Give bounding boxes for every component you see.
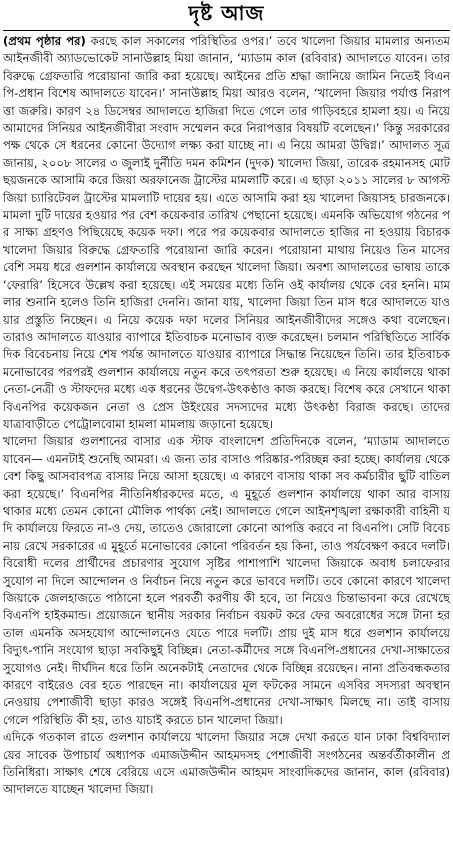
section-header [3,0,450,31]
continued-label: (প্রথম পৃষ্ঠার পর) [3,34,86,48]
article-body [3,31,450,799]
article-paragraph [3,33,450,433]
paragraph-text: এদিকে গতকাল রাতে গুলশান কার্যালয়ে খালেদা জিয়ার সঙ্গে দেখা করতে যান ঢাকা বিশ্ববিদ্যালয়ের সাবেক উপাচার্য অধ্যাপক এমাজউদ্দীন আহমদসহ পেশাজীবী সংগঠনের অন্তর্বর্তীকালীন প্রতিনিধিরা। সাক্ষাৎ শেষে বেরিয়ে এসে এমাজউদ্দীন আহমদ সাংবাদিকদের জানান, কাল (রবিবার) আদালতে যাচ্ছেন খালেদা জিয়া। [3,730,450,797]
paragraph-text: করছে কাল সকালের পরিস্থিতির ওপর।’ তবে খালেদা জিয়ার মামলার অন্যতম আইনজীবী অ্যাডভোকেট সানাউল্লাহ মিয়া জানান, ‘ম্যাডাম কাল (রবিবার) আদালতে যাবেন। তার বিরুদ্ধে গ্রেফতারি পরোয়ানা জারি করা হয়েছে। আইনের প্রতি শ্রদ্ধা জানিয়ে জামিন নিতেই বিএনপি-প্রধান বিশেষ আদালতে যাবেন।’ সানাউল্লাহ মিয়া আরও বলেন, ‘খালেদা জিয়ার পর্যাপ্ত নিরাপত্তা জরুরি। কারণ ২৪ ডিসেম্বর আদালতে হাজিরা দিতে গেলে তার গাড়িবহরে হামলা হয়। এ নিয়ে আমাদের সিনিয়র আইনজীবীরা সংবাদ সম্মেলন করে নিরাপত্তার বিষয়টি বলেছেন।’ কিন্তু সরকারের পক্ষ থেকে সে ধরনের কোনো উদ্যোগ লক্ষ্য করা যাচ্ছে না। এ নিয়ে আমরা উদ্বিগ্ন।’ আদালত সূত্র জানায়, ২০০৮ সালের ৩ জুলাই দুর্নীতি দমন কমিশন (দুদক) খালেদা জিয়া, তারেক রহমানসহ মোট ছয়জনকে আসামি করে জিয়া অরফানেজ ট্রাস্টের মামলাটি করে। এ ছাড়া ২০১১ সালের ৮ আগস্ট জিয়া চ্যারিটেবল ট্রাস্টের মামলাটি দায়ের হয়। এতে আসামি করা হয় খালেদা জিয়াসহ চারজনকে। মামলা দুটি দায়ের হওয়ার পর বেশ কয়েকবার তারিখ পেছানো হয়েছে। এমনকি অভিযোগ গঠনের পর সাক্ষ্য গ্রহণও পিছিয়েছে কয়েক দফা। পরে পর কয়েকবার আদালতে হাজির না হওয়ায় বিচারক খালেদা জিয়ার বিরুদ্ধে গ্রেফতারি পরোয়ানা জারি করেন। পরোয়ানা মাথায় নিয়েও তিন মাসের বেশি সময় ধরে গুলশান কার্যালয়ে অবস্থান করছেন খালেদা জিয়া। অবশ্য আদালতের ভাষায় তাকে ‘ফেরারি’ হিসেবে উল্লেখ করা হয়েছে। এই সময়ের মধ্যে তিনি ওই কার্যালয় থেকে বের হননি। মামলার শুনানি হলেও তিনি হাজিরা দেননি। জানা যায়, খালেদা জিয়া তিন মাস ধরে আদালতে যাওয়ার প্রস্তুতি নিচ্ছেন। এ নিয়ে কয়েক দফা দলের সিনিয়র আইনজীবীদের সঙ্গেও কথা বলেছেন। তারাও আদালতে যাওয়ার ব্যাপারে ইতিবাচক মনোভাব ব্যক্ত করেছেন। চলমান পরিস্থিতিতে সার্বিক দিক বিবেচনায় নিয়ে শেষ পর্যন্ত আদালতে যাওয়ার ব্যাপারে সিদ্ধান্ত নিয়েছেন তিনি। তার ইতিবাচক মনোভাবের পরপরই গুলশান কার্যালয়ে নতুন করে তৎপরতা শুরু হয়েছে। এ নিয়ে কার্যালয়ে থাকা নেতা-নেত্রী ও স্টাফদের মধ্যে এক ধরনের উদ্বেগ-উৎকণ্ঠাও কাজ করছে। বিশেষ করে সেখানে থাকা বিএনপির কয়েকজন নেতা ও প্রেস উইংয়ের সদস্যদের মধ্যে উৎকণ্ঠা বিরাজ করছে। তাদের যাত্রাবাড়ীতে পেট্রোলবোমা হামলা মামলায় জড়ানো হয়েছে। [3,34,451,431]
section-title: দৃষ্ট আজ [188,0,265,25]
article-paragraph [3,433,450,729]
paragraph-text: খালেদা জিয়ার গুলশানের বাসার এক স্টাফ বাংলাদেশ প্রতিদিনকে বলেন, ‘ম্যাডাম আদালতে যাবেন— এমনটাই শুনেছি আমরা। এ জন্য তার বাসাও পরিষ্কার-পরিচ্ছন্ন করা হচ্ছে। কার্যালয় থেকে বেশ কিছু আসবাবপত্র বাসায় নিয়ে আসা হয়েছে। এ কারণে বাসায় থাকা সব কর্মচারীর ছুটি বাতিল করা হয়েছে।’ বিএনপির নীতিনির্ধারকদের মতে, এ মুহূর্তে গুলশান কার্যালয়ে থাকা আর বাসায় থাকার মধ্যে তেমন কোনো মৌলিক পার্থক্য নেই। আদালতে গেলে আইনশৃঙ্খলা রক্ষাকারী বাহিনী যদি কার্যালয়ে ফিরতে না-ও দেয়, তাতেও জোরালো কোনো আপত্তি করবে না বিএনপি। সেটি বিবেচনায় রেখে সরকারের এ মুহূর্তে মনোভাবের কোনো পরিবর্তন হয় কিনা, তাও পর্যবেক্ষণ করবে দলটি। বিরোধী দলের প্রার্থীদের প্রচারণার সুযোগ সৃষ্টির পাশাপাশি খালেদা জিয়াকে অবাধ চলাফেরার সুযোগ না দিলে আন্দোলন ও নির্বাচন নিয়ে নতুন করে ভাববে দলটি। তবে কোনো কারণে খালেদা জিয়াকে জেলহাজতে পাঠানো হলে পরবর্তী করণীয় কী হবে, তা নিয়েও চিন্তাভাবনা করে রেখেছে বিএনপি হাইকমান্ড। প্রয়োজনে স্থানীয় সরকার নির্বাচন বয়কট করে ফের অবরোধের সঙ্গে টানা হরতাল এমনকি অসহযোগ আন্দোলনেও যেতে পারে দলটি। প্রায় দুই মাস ধরে গুলশান কার্যালয়ে বিদ্যুৎ-পানি সংযোগ ছাড়া সবকিছুই বিচ্ছিন্ন। নেতা-কর্মীদের সঙ্গে বিএনপি-প্রধানের দেখা-সাক্ষাতের সুযোগও নেই। দীর্ঘদিন ধরে তিনি অনেকটাই নেতাদের থেকে বিচ্ছিন্ন রয়েছেন। নানা প্রতিবন্ধকতার কারণে বাইরেও বের হতে পারছেন না। কার্যালয়ের মূল ফটকের সামনে এসবির সদস্যরা অবস্থান নেওয়ায় পেশাজীবী ছাড়া কারও সঙ্গেই বিএনপি-প্রধানের দেখা-সাক্ষাৎ মিলছে না। তাই বাসায় গেলে পরিস্থিতি কী হয়, তাও যাচাই করতে চান খালেদা জিয়া। [3,434,450,727]
article-paragraph [3,729,450,799]
